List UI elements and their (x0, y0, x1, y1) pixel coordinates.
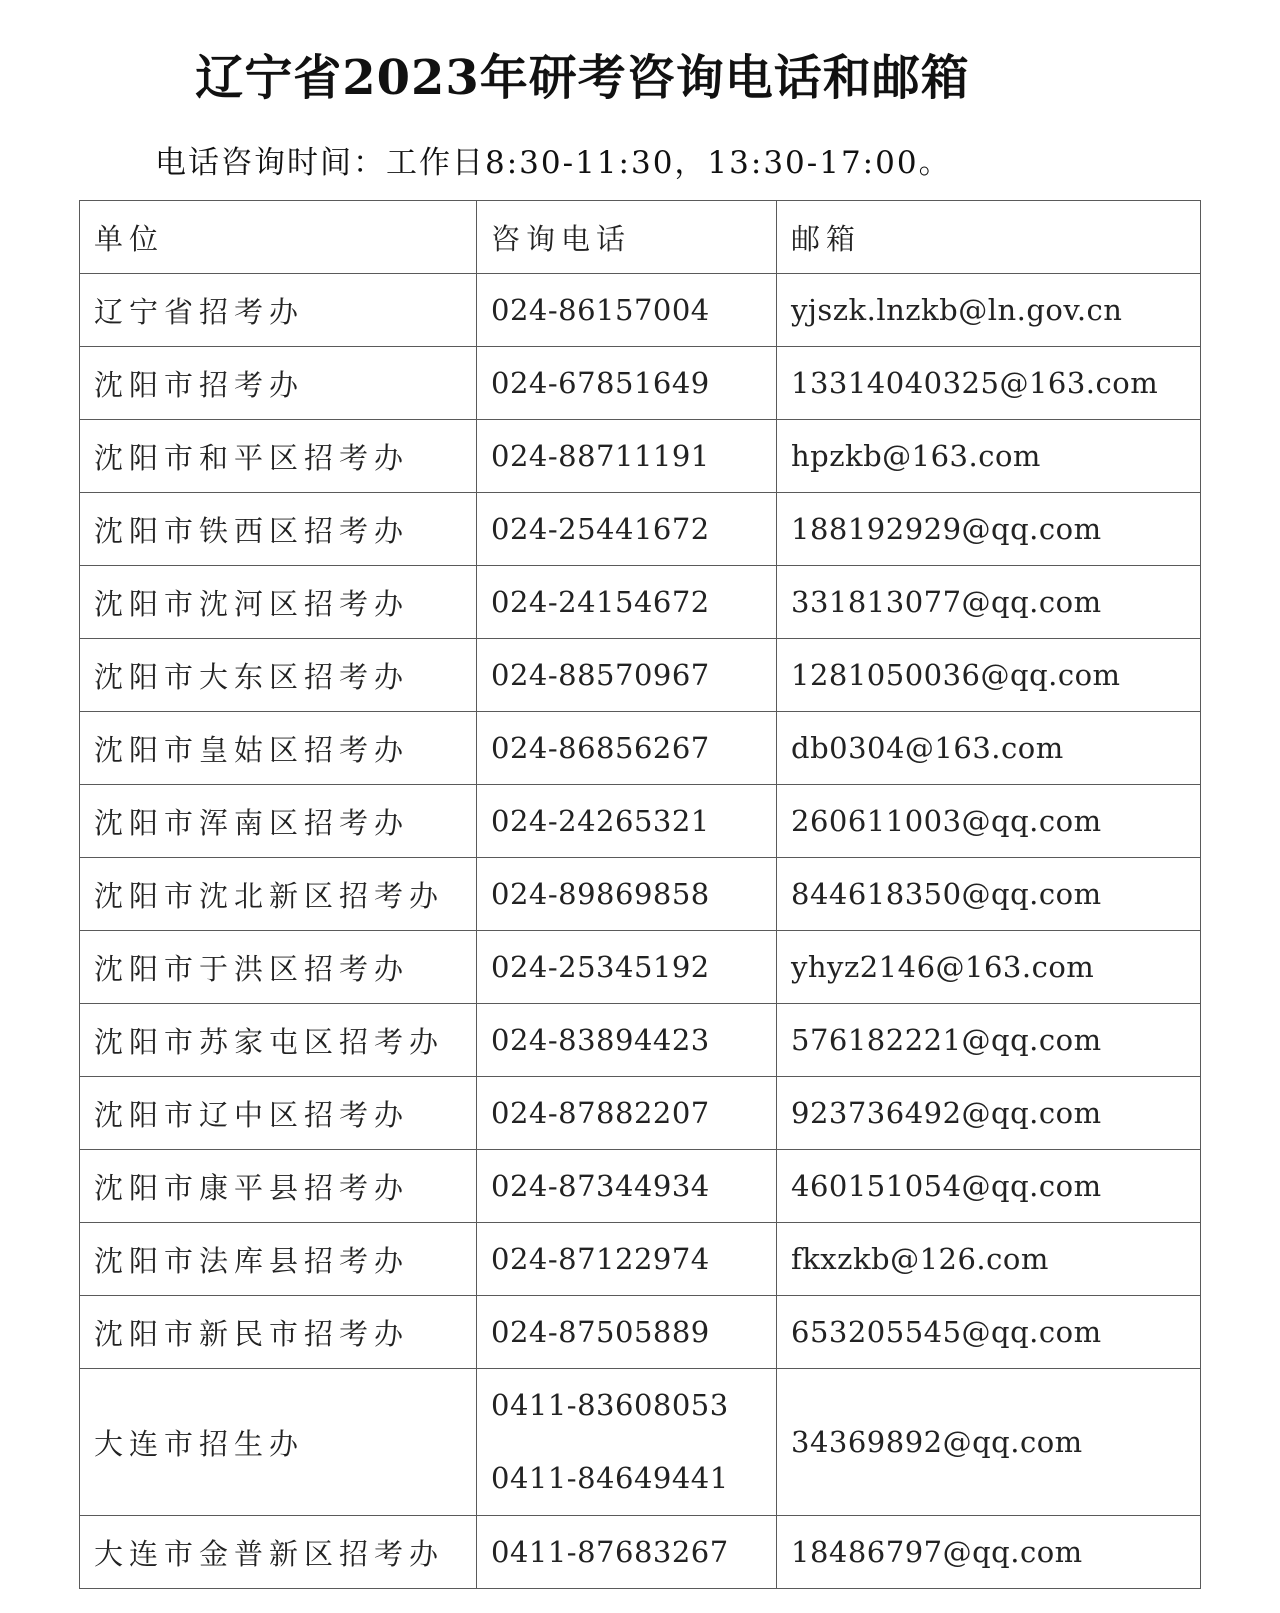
phone-cell: 024-87344934 (477, 1150, 777, 1223)
table-row (80, 1077, 1201, 1150)
header-unit: 单位 (80, 201, 477, 274)
email-cell: 1281050036@qq.com (777, 639, 1201, 712)
unit-cell: 沈阳市苏家屯区招考办 (80, 1004, 477, 1077)
table-row-jinpu (80, 1516, 1201, 1589)
table-row (80, 420, 1201, 493)
table-row (80, 639, 1201, 712)
table-row-dalian (80, 1369, 1201, 1516)
email-cell: 188192929@qq.com (777, 493, 1201, 566)
phone-cell: 024-88570967 (477, 639, 777, 712)
phone-cell: 024-24265321 (477, 785, 777, 858)
email-cell: 923736492@qq.com (777, 1077, 1201, 1150)
phone-cell: 024-87122974 (477, 1223, 777, 1296)
unit-cell: 沈阳市新民市招考办 (80, 1296, 477, 1369)
table-row (80, 712, 1201, 785)
unit-cell: 大连市招生办 (80, 1369, 477, 1516)
unit-cell: 沈阳市和平区招考办 (80, 420, 477, 493)
phone-line-1: 0411-83608053 (491, 1388, 729, 1422)
email-cell: 260611003@qq.com (777, 785, 1201, 858)
unit-cell: 辽宁省招考办 (80, 274, 477, 347)
unit-cell: 沈阳市铁西区招考办 (80, 493, 477, 566)
table-row (80, 785, 1201, 858)
email-cell: yhyz2146@163.com (777, 931, 1201, 1004)
table-header-row (80, 201, 1201, 274)
phone-cell: 024-86157004 (477, 274, 777, 347)
unit-cell: 沈阳市招考办 (80, 347, 477, 420)
phone-cell: 0411-87683267 (477, 1516, 777, 1589)
unit-cell: 沈阳市皇姑区招考办 (80, 712, 477, 785)
phone-line-2: 0411-84649441 (491, 1461, 729, 1495)
phone-cell: 024-25441672 (477, 493, 777, 566)
unit-cell: 沈阳市浑南区招考办 (80, 785, 477, 858)
unit-cell: 沈阳市大东区招考办 (80, 639, 477, 712)
phone-cell: 024-89869858 (477, 858, 777, 931)
table-row (80, 858, 1201, 931)
document-title: 辽宁省2023年研考咨询电话和邮箱 (195, 50, 970, 106)
email-cell: 331813077@qq.com (777, 566, 1201, 639)
phone-cell: 024-25345192 (477, 931, 777, 1004)
phone-cell-multi (477, 1369, 777, 1516)
header-email: 邮箱 (777, 201, 1201, 274)
table-row (80, 931, 1201, 1004)
email-cell: 576182221@qq.com (777, 1004, 1201, 1077)
phone-cell: 024-87882207 (477, 1077, 777, 1150)
table-row (80, 1223, 1201, 1296)
email-cell: 844618350@qq.com (777, 858, 1201, 931)
unit-cell: 沈阳市辽中区招考办 (80, 1077, 477, 1150)
email-cell: hpzkb@163.com (777, 420, 1201, 493)
phone-cell: 024-88711191 (477, 420, 777, 493)
table-row (80, 274, 1201, 347)
table-row (80, 493, 1201, 566)
phone-cell: 024-83894423 (477, 1004, 777, 1077)
phone-cell: 024-86856267 (477, 712, 777, 785)
email-cell: fkxzkb@126.com (777, 1223, 1201, 1296)
contact-table (79, 200, 1201, 1589)
email-cell: db0304@163.com (777, 712, 1201, 785)
email-cell: 34369892@qq.com (777, 1369, 1201, 1516)
consultation-hours: 电话咨询时间：工作日8:30-11:30，13:30-17:00。 (155, 145, 952, 181)
header-phone: 咨询电话 (477, 201, 777, 274)
phone-cell: 024-67851649 (477, 347, 777, 420)
phone-cell: 024-87505889 (477, 1296, 777, 1369)
table-row (80, 1150, 1201, 1223)
unit-cell: 沈阳市康平县招考办 (80, 1150, 477, 1223)
table-row (80, 566, 1201, 639)
phone-cell: 024-24154672 (477, 566, 777, 639)
table-row (80, 1296, 1201, 1369)
email-cell: yjszk.lnzkb@ln.gov.cn (777, 274, 1201, 347)
unit-cell: 沈阳市于洪区招考办 (80, 931, 477, 1004)
unit-cell: 沈阳市法库县招考办 (80, 1223, 477, 1296)
table-row (80, 347, 1201, 420)
email-cell: 18486797@qq.com (777, 1516, 1201, 1589)
email-cell: 13314040325@163.com (777, 347, 1201, 420)
unit-cell: 沈阳市沈北新区招考办 (80, 858, 477, 931)
table-row (80, 1004, 1201, 1077)
unit-cell: 大连市金普新区招考办 (80, 1516, 477, 1589)
email-cell: 460151054@qq.com (777, 1150, 1201, 1223)
unit-cell: 沈阳市沈河区招考办 (80, 566, 477, 639)
email-cell: 653205545@qq.com (777, 1296, 1201, 1369)
